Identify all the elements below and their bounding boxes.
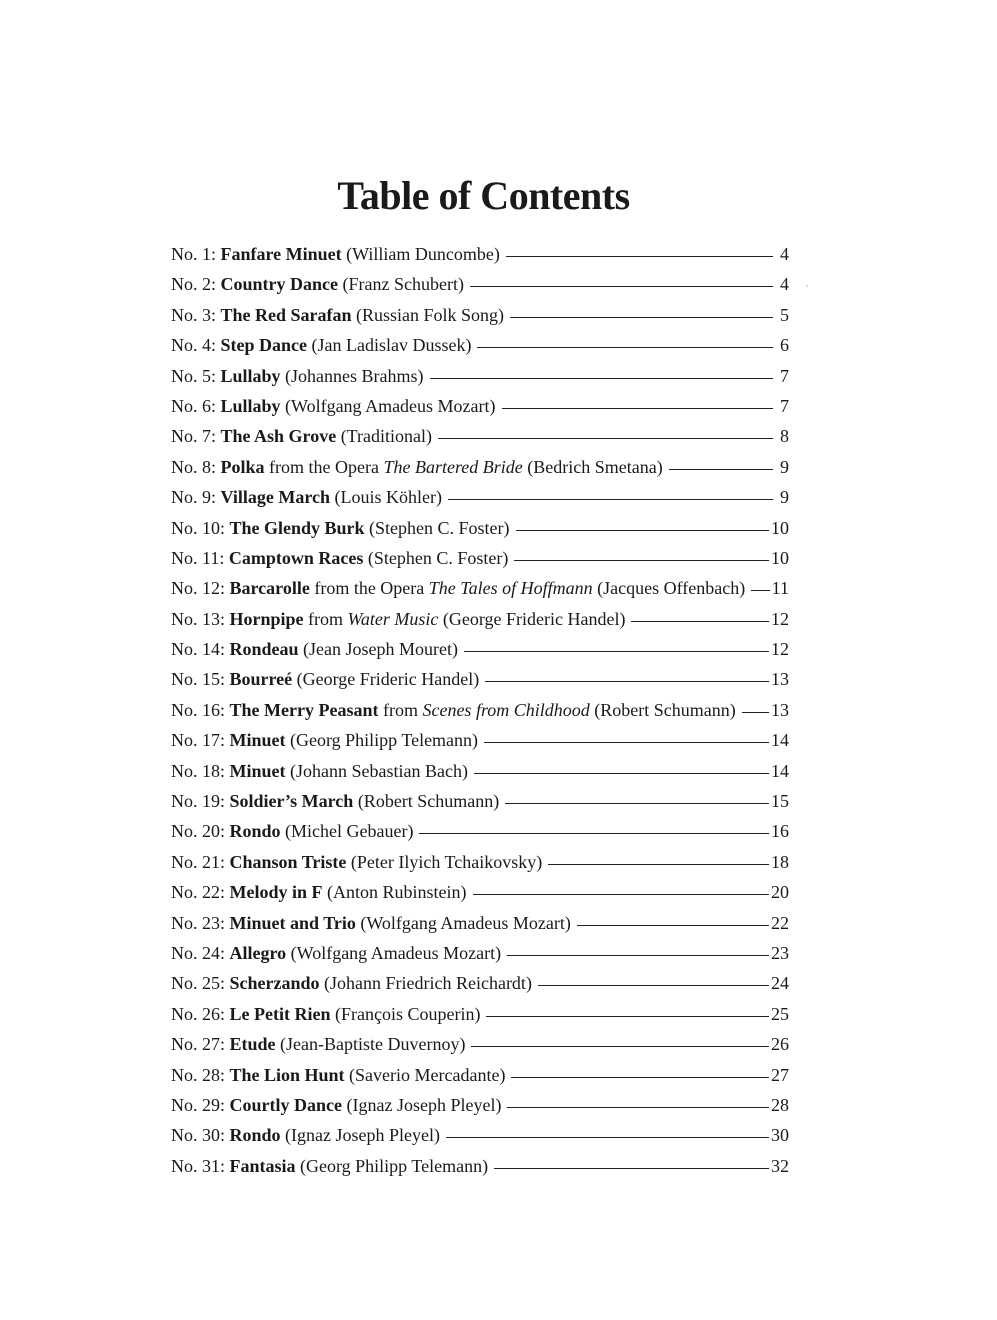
toc-entry-title: Scherzando [229, 973, 320, 994]
toc-page-number: 20 [771, 882, 789, 903]
toc-entry [171, 366, 789, 396]
toc-entry-title: Step Dance [220, 335, 307, 356]
toc-entry-composer: (Peter Ilyich Tchaikovsky) [346, 851, 543, 872]
toc-entry-number: No. 6: [171, 395, 221, 416]
toc-entry-title: Lullaby [220, 365, 281, 386]
toc-entry-text [171, 578, 745, 599]
toc-entry-title: Fanfare Minuet [220, 244, 342, 264]
toc-entry-composer: (Georg Philipp Telemann) [295, 1155, 489, 1176]
toc-entry-text [171, 1034, 465, 1055]
toc-entry-composer: (Ignaz Joseph Pleyel) [280, 1125, 440, 1146]
toc-page-number: 30 [771, 1125, 789, 1146]
toc-leader-line [577, 925, 769, 926]
toc-page-number: 13 [771, 669, 789, 690]
toc-entry-text [171, 518, 510, 539]
toc-leader-line [631, 621, 769, 622]
toc-entry-composer: (Stephen C. Foster) [363, 547, 509, 568]
toc-leader-line [669, 469, 773, 470]
toc-entry-text [171, 852, 542, 873]
toc-entry-number: No. 18: [171, 760, 230, 781]
toc-page-number: 5 [780, 304, 789, 325]
toc-entry-title: Melody in F [229, 882, 323, 903]
toc-entry-number: No. 14: [171, 639, 230, 660]
toc-entry [171, 1065, 789, 1095]
toc-entry-number: No. 12: [171, 578, 230, 599]
toc-page-number: 12 [771, 639, 789, 660]
toc-entry-text [171, 396, 496, 417]
toc-page-number: 28 [771, 1094, 789, 1115]
toc-entry-composer: (Russian Folk Song) [351, 304, 505, 325]
toc-entry-composer: (Jan Ladislav Dussek) [307, 335, 472, 356]
toc-entry [171, 669, 789, 699]
toc-entry-text [171, 305, 504, 326]
toc-leader-line [506, 256, 773, 257]
toc-entry-connector: from [303, 608, 348, 629]
page-title: Table of Contents [337, 173, 630, 218]
toc-entry-composer: (Franz Schubert) [338, 274, 464, 295]
toc-leader-line [470, 286, 773, 287]
toc-entry-number: No. 16: [171, 699, 230, 720]
toc-leader-line [474, 773, 769, 774]
toc-entry-number: No. 26: [171, 1003, 230, 1024]
toc-entry [171, 457, 789, 487]
toc-entry-number: No. 29: [171, 1094, 230, 1115]
toc-entry-work: Scenes from Childhood [422, 699, 590, 720]
toc-entry [171, 639, 789, 669]
toc-entry-composer: (Jean Joseph Mouret) [298, 639, 458, 660]
toc-page-number: 10 [771, 547, 789, 568]
toc-entry-title: Hornpipe [229, 608, 304, 629]
toc-entry-title: The Merry Peasant [229, 699, 379, 720]
toc-entry-text [171, 882, 467, 903]
toc-entry-text [171, 1125, 440, 1146]
toc-entry [171, 1004, 789, 1034]
toc-entry [171, 852, 789, 882]
toc-leader-line [446, 1137, 769, 1138]
toc-entry-text [171, 457, 663, 478]
toc-entry-composer: (Johann Friedrich Reichardt) [319, 973, 532, 994]
toc-page-number: 9 [780, 456, 789, 477]
toc-entry-text [171, 943, 501, 964]
toc-entry-work: The Bartered Bride [383, 456, 523, 477]
toc-leader-line [511, 1077, 769, 1078]
toc-entry-text [171, 1095, 501, 1116]
toc-entry-number: No. 30: [171, 1125, 230, 1146]
toc-entry-number: No. 15: [171, 669, 230, 690]
toc-entry-title: Chanson Triste [229, 851, 347, 872]
toc-page-number: 15 [771, 791, 789, 812]
toc-entry-composer: (George Frideric Handel) [438, 608, 626, 629]
toc-entry-connector: from the Opera [309, 578, 429, 599]
toc-entry-composer: (Saverio Mercadante) [344, 1064, 506, 1085]
toc-entry-number: No. 28: [171, 1064, 230, 1085]
toc-entry-number: No. 21: [171, 851, 230, 872]
toc-entry [171, 730, 789, 760]
toc-entry-title: The Ash Grove [220, 426, 337, 447]
toc-page-number: 13 [771, 699, 789, 720]
toc-leader-line [507, 1107, 769, 1108]
toc-leader-line [464, 651, 769, 652]
toc-entry-title: The Lion Hunt [229, 1064, 345, 1085]
toc-page-number: 24 [771, 973, 789, 994]
toc-entry-title: Fantasia [229, 1155, 296, 1176]
toc-entry-text [171, 639, 458, 660]
toc-entry-text [171, 335, 471, 356]
toc-entry-text [171, 274, 464, 295]
toc-page-number: 8 [780, 426, 789, 447]
toc-page-number: 23 [771, 942, 789, 963]
toc-entry-number: No. 20: [171, 821, 230, 842]
scan-speck [806, 285, 808, 287]
toc-entry [171, 973, 789, 1003]
toc-entry [171, 426, 789, 456]
toc-entry-composer: (Johannes Brahms) [280, 365, 424, 386]
toc-entry-composer: (Jacques Offenbach) [592, 578, 746, 599]
toc-leader-line [477, 347, 773, 348]
toc-leader-line [538, 985, 769, 986]
toc-entry-number: No. 5: [171, 365, 221, 386]
toc-entry-title: Etude [229, 1034, 276, 1055]
toc-entry [171, 882, 789, 912]
toc-leader-line [473, 894, 770, 895]
toc-entry-number: No. 11: [171, 547, 229, 568]
toc-entry-title: Village March [220, 487, 330, 508]
toc-leader-line [484, 742, 769, 743]
toc-leader-line [430, 378, 773, 379]
toc-entry-title: Rondo [229, 821, 281, 842]
toc-entry-number: No. 13: [171, 608, 230, 629]
toc-leader-line [448, 499, 773, 500]
toc-entry-text [171, 791, 499, 812]
toc-entry-title: The Glendy Burk [229, 517, 365, 538]
toc-entry-text [171, 487, 442, 508]
table-of-contents [171, 244, 789, 1186]
toc-entry [171, 913, 789, 943]
toc-entry-number: No. 2: [171, 274, 221, 295]
toc-entry-composer: (Anton Rubinstein) [322, 882, 467, 903]
toc-entry [171, 518, 789, 548]
toc-entry-number: No. 10: [171, 517, 230, 538]
toc-page-number: 14 [771, 760, 789, 781]
toc-entry-composer: (William Duncombe) [341, 244, 500, 264]
toc-entry-title: Soldier’s March [229, 791, 354, 812]
toc-entry-composer: (Wolfgang Amadeus Mozart) [280, 395, 496, 416]
toc-entry-number: No. 31: [171, 1155, 230, 1176]
toc-leader-line [507, 955, 769, 956]
toc-entry [171, 274, 789, 304]
toc-entry-connector: from the Opera [264, 456, 384, 477]
toc-entry-work: Water Music [347, 608, 439, 629]
toc-page-number: 18 [771, 851, 789, 872]
toc-entry-text [171, 1004, 480, 1025]
toc-entry-text [171, 761, 468, 782]
toc-leader-line [502, 408, 773, 409]
toc-entry-text [171, 244, 500, 265]
toc-entry-text [171, 1065, 505, 1086]
toc-entry [171, 1095, 789, 1125]
toc-page-number: 10 [771, 517, 789, 538]
toc-entry-composer: (Traditional) [336, 426, 433, 447]
toc-entry-number: No. 4: [171, 335, 221, 356]
toc-entry-title: Rondo [229, 1125, 281, 1146]
toc-entry-title: Courtly Dance [229, 1094, 342, 1115]
toc-entry-composer: (Robert Schumann) [353, 791, 500, 812]
toc-entry-composer: (Georg Philipp Telemann) [285, 730, 479, 751]
toc-page-number: 27 [771, 1064, 789, 1085]
toc-entry-composer: (Michel Gebauer) [280, 821, 414, 842]
toc-entry-text [171, 913, 571, 934]
toc-page-number: 32 [771, 1155, 789, 1176]
toc-page-number: 9 [780, 487, 789, 508]
toc-entry-composer: (Jean-Baptiste Duvernoy) [275, 1034, 466, 1055]
toc-entry-title: Barcarolle [229, 578, 310, 599]
toc-leader-line [494, 1168, 769, 1169]
toc-entry [171, 1125, 789, 1155]
toc-entry-composer: (Louis Köhler) [329, 487, 442, 508]
toc-entry-composer: (Ignaz Joseph Pleyel) [341, 1094, 502, 1115]
toc-leader-line [486, 1016, 769, 1017]
toc-entry-title: Allegro [229, 942, 287, 963]
toc-entry-number: No. 23: [171, 912, 230, 933]
toc-entry [171, 609, 789, 639]
toc-page-number: 12 [771, 608, 789, 629]
toc-entry-text [171, 366, 424, 387]
toc-entry [171, 548, 789, 578]
toc-page-number: 11 [771, 578, 789, 599]
toc-entry-composer: (Robert Schumann) [589, 699, 736, 720]
toc-leader-line [471, 1046, 769, 1047]
toc-entry-composer: (Johann Sebastian Bach) [285, 760, 468, 781]
toc-entry-text [171, 1156, 488, 1177]
toc-entry-title: Minuet [229, 760, 286, 781]
toc-entry [171, 578, 789, 608]
toc-entry [171, 244, 789, 274]
toc-leader-line [485, 681, 769, 682]
toc-entry-number: No. 24: [171, 942, 230, 963]
toc-entry-number: No. 25: [171, 973, 230, 994]
toc-leader-line [510, 317, 773, 318]
toc-entry [171, 821, 789, 851]
toc-entry-composer: (Bedrich Smetana) [522, 456, 663, 477]
toc-leader-line [514, 560, 769, 561]
toc-entry [171, 761, 789, 791]
toc-entry-title: Lullaby [220, 395, 281, 416]
toc-entry-number: No. 9: [171, 487, 221, 508]
toc-entry-composer: (François Couperin) [330, 1003, 481, 1024]
toc-entry-text [171, 669, 479, 690]
toc-page-number: 16 [771, 821, 789, 842]
toc-entry-text [171, 609, 625, 630]
toc-entry-title: Le Petit Rien [229, 1003, 331, 1024]
toc-page-number: 4 [780, 274, 789, 295]
toc-entry-title: Polka [220, 456, 265, 477]
toc-page-number: 6 [780, 335, 789, 356]
toc-entry-text [171, 730, 478, 751]
toc-entry-text [171, 973, 532, 994]
toc-entry-text [171, 426, 432, 447]
toc-page-number: 14 [771, 730, 789, 751]
toc-leader-line [505, 803, 769, 804]
toc-leader-line [419, 833, 769, 834]
toc-entry-title: The Red Sarafan [220, 304, 352, 325]
toc-leader-line [548, 864, 769, 865]
toc-entry-number: No. 17: [171, 730, 230, 751]
toc-page-number: 7 [780, 395, 789, 416]
toc-entry-number: No. 8: [171, 456, 221, 477]
toc-entry [171, 943, 789, 973]
toc-entry [171, 1034, 789, 1064]
toc-entry-number: No. 3: [171, 304, 221, 325]
toc-entry-composer: (Wolfgang Amadeus Mozart) [286, 942, 502, 963]
toc-entry [171, 396, 789, 426]
toc-entry [171, 700, 789, 730]
toc-entry-number: No. 27: [171, 1034, 230, 1055]
toc-entry-title: Minuet [229, 730, 286, 751]
toc-page-number: 7 [780, 365, 789, 386]
toc-entry-composer: (Wolfgang Amadeus Mozart) [355, 912, 571, 933]
toc-entry-composer: (George Frideric Handel) [292, 669, 480, 690]
toc-entry-title: Camptown Races [228, 547, 364, 568]
toc-entry [171, 791, 789, 821]
toc-leader-line [742, 712, 769, 713]
toc-entry-number: No. 22: [171, 882, 230, 903]
toc-entry-work: The Tales of Hoffmann [428, 578, 593, 599]
toc-entry-number: No. 7: [171, 426, 221, 447]
toc-entry [171, 305, 789, 335]
toc-entry [171, 487, 789, 517]
toc-entry-text [171, 700, 736, 721]
toc-page-number: 4 [780, 244, 789, 264]
toc-entry [171, 1156, 789, 1186]
toc-entry-title: Bourreé [229, 669, 293, 690]
toc-page-number: 25 [771, 1003, 789, 1024]
toc-leader-line [751, 590, 769, 591]
toc-entry [171, 335, 789, 365]
toc-leader-line [438, 438, 773, 439]
toc-page-number: 22 [771, 912, 789, 933]
toc-entry-title: Country Dance [220, 274, 338, 295]
toc-entry-text [171, 548, 508, 569]
toc-entry-text [171, 821, 413, 842]
toc-entry-connector: from [378, 699, 423, 720]
toc-entry-number: No. 19: [171, 791, 230, 812]
toc-leader-line [516, 530, 769, 531]
toc-entry-title: Rondeau [229, 639, 299, 660]
toc-entry-composer: (Stephen C. Foster) [364, 517, 510, 538]
toc-page-number: 26 [771, 1034, 789, 1055]
toc-entry-number: No. 1: [171, 244, 221, 264]
toc-entry-title: Minuet and Trio [229, 912, 356, 933]
